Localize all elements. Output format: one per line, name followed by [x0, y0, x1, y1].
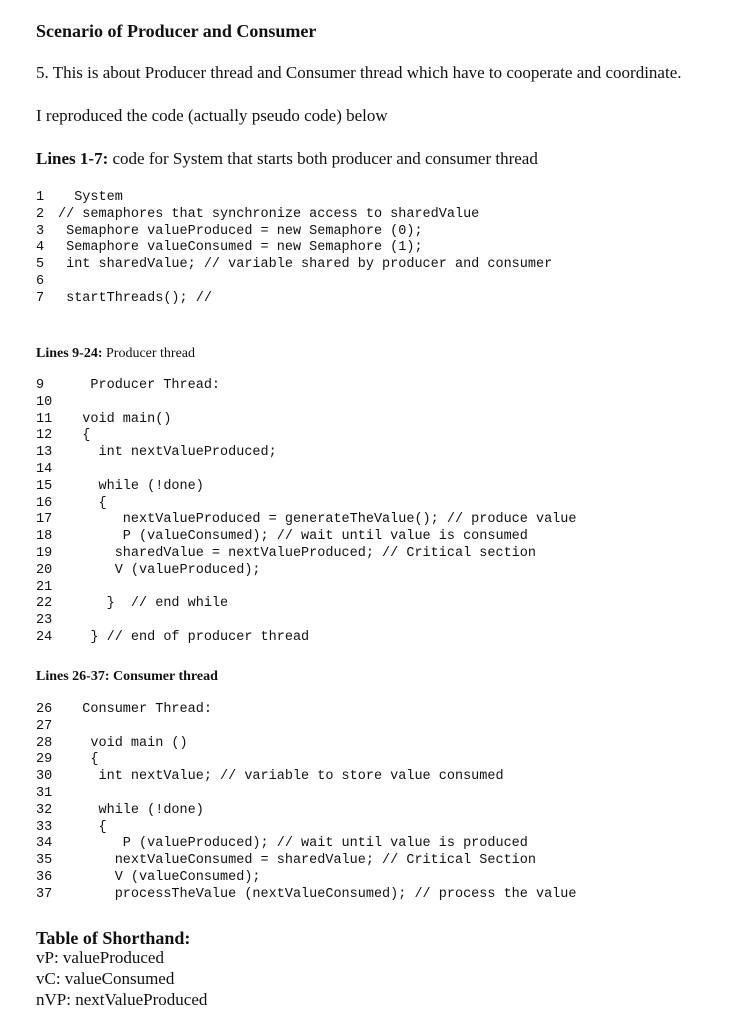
producer-code-line — [36, 546, 716, 563]
consumer-code-line — [36, 887, 716, 904]
line-number: 31 — [36, 785, 53, 801]
code-text: startThreads(); // — [58, 290, 212, 306]
producer-code-line — [36, 412, 716, 429]
line-number: 1 — [36, 190, 45, 205]
section-text-system: code for System that starts both producer and consumer thread — [108, 149, 538, 168]
code-text: V (valueConsumed); — [58, 869, 261, 885]
shorthand-item: vC: valueConsumed — [36, 969, 175, 988]
producer-code-line — [36, 512, 716, 529]
producer-code-line — [36, 529, 716, 546]
system-code-block — [36, 190, 716, 308]
line-number: 17 — [36, 512, 53, 528]
document-title: Scenario of Producer and Consumer — [36, 21, 317, 41]
section-heading-system — [36, 149, 538, 169]
line-number: 34 — [36, 836, 53, 852]
code-text: // semaphores that synchronize access to sharedValue — [58, 206, 480, 222]
code-text: processTheValue (nextValueConsumed); // process the value — [58, 886, 577, 902]
code-note-paragraph: I reproduced the code (actually pseudo code) below — [36, 106, 388, 125]
code-text: { — [58, 819, 107, 835]
system-code-line — [36, 190, 716, 207]
code-text: int nextValueProduced; — [58, 445, 277, 461]
code-text: sharedValue = nextValueProduced; // Critical section — [58, 545, 536, 561]
line-number: 21 — [36, 579, 53, 595]
producer-code-line — [36, 563, 716, 580]
system-code-line — [36, 240, 716, 257]
consumer-code-line — [36, 870, 716, 887]
producer-code-block — [36, 378, 716, 647]
line-number: 32 — [36, 802, 53, 818]
code-text: P (valueProduced); // wait until value is produced — [58, 836, 528, 852]
code-text: Semaphore valueConsumed = new Semaphore (1); — [58, 240, 423, 256]
consumer-code-line — [36, 786, 716, 803]
section-label-consumer: Lines 26-37: Consumer thread — [36, 669, 218, 684]
code-text: Consumer Thread: — [58, 702, 212, 717]
line-number: 13 — [36, 445, 53, 461]
code-text: nextValueProduced = generateTheValue(); // produce value — [58, 512, 577, 528]
line-number: 15 — [36, 478, 53, 494]
consumer-code-line — [36, 752, 716, 769]
line-number: 20 — [36, 562, 53, 578]
producer-code-line — [36, 395, 716, 412]
system-code-line — [36, 224, 716, 241]
line-number: 23 — [36, 613, 53, 629]
line-number: 19 — [36, 545, 53, 561]
line-number: 37 — [36, 886, 53, 902]
code-text: Producer Thread: — [58, 378, 221, 393]
line-number: 27 — [36, 718, 53, 734]
producer-code-line — [36, 580, 716, 597]
consumer-code-line — [36, 719, 716, 736]
code-text: void main () — [58, 735, 188, 751]
consumer-code-line — [36, 702, 716, 719]
consumer-code-line — [36, 769, 716, 786]
line-number: 10 — [36, 394, 53, 410]
line-number: 7 — [36, 290, 45, 306]
producer-code-line — [36, 378, 716, 395]
consumer-code-line — [36, 736, 716, 753]
line-number: 14 — [36, 461, 53, 477]
line-number: 28 — [36, 735, 53, 751]
code-text: int nextValue; // variable to store value consumed — [58, 769, 504, 785]
code-text: while (!done) — [58, 478, 204, 494]
consumer-code-block — [36, 702, 716, 904]
code-text: System — [58, 190, 123, 205]
producer-code-line — [36, 630, 716, 647]
code-text: { — [58, 752, 99, 768]
code-text: int sharedValue; // variable shared by producer and consumer — [58, 257, 553, 273]
line-number: 18 — [36, 529, 53, 545]
consumer-code-line — [36, 853, 716, 870]
line-number: 36 — [36, 869, 53, 885]
intro-paragraph: 5. This is about Producer thread and Consumer thread which have to cooperate and coordinate. — [36, 63, 682, 82]
code-text: P (valueConsumed); // wait until value is consumed — [58, 529, 528, 545]
consumer-code-line — [36, 820, 716, 837]
consumer-code-line — [36, 803, 716, 820]
producer-code-line — [36, 613, 716, 630]
producer-code-line — [36, 462, 716, 479]
producer-code-line — [36, 445, 716, 462]
shorthand-item: vP: valueProduced — [36, 948, 164, 967]
line-number: 11 — [36, 411, 53, 427]
consumer-code-line — [36, 836, 716, 853]
line-number: 12 — [36, 428, 53, 444]
line-number: 16 — [36, 495, 53, 511]
producer-code-line — [36, 479, 716, 496]
system-code-line — [36, 207, 716, 224]
line-number: 2 — [36, 206, 45, 222]
code-text: } // end while — [58, 596, 229, 612]
line-number: 26 — [36, 702, 53, 717]
code-text: void main() — [58, 411, 172, 427]
line-number: 9 — [36, 378, 45, 393]
producer-code-line — [36, 596, 716, 613]
line-number: 4 — [36, 240, 45, 256]
section-label-system: Lines 1-7: — [36, 149, 109, 168]
code-text: V (valueProduced); — [58, 562, 261, 578]
code-text: } // end of producer thread — [58, 629, 310, 645]
line-number: 35 — [36, 853, 53, 869]
section-text-producer: Producer thread — [102, 346, 196, 361]
line-number: 33 — [36, 819, 53, 835]
section-heading-consumer — [36, 668, 218, 686]
line-number: 3 — [36, 223, 45, 239]
code-text: while (!done) — [58, 802, 204, 818]
section-heading-producer — [36, 345, 195, 363]
producer-code-line — [36, 428, 716, 445]
code-text: Semaphore valueProduced = new Semaphore (0); — [58, 223, 423, 239]
code-text: nextValueConsumed = sharedValue; // Critical Section — [58, 853, 536, 869]
line-number: 24 — [36, 629, 53, 645]
line-number: 5 — [36, 257, 45, 273]
system-code-line — [36, 291, 716, 308]
code-text: { — [58, 495, 107, 511]
code-text: { — [58, 428, 91, 444]
line-number: 22 — [36, 596, 53, 612]
shorthand-item: nVP: nextValueProduced — [36, 990, 208, 1009]
line-number: 29 — [36, 752, 53, 768]
system-code-line — [36, 257, 716, 274]
producer-code-line — [36, 496, 716, 513]
section-label-producer: Lines 9-24: — [36, 346, 103, 361]
system-code-line — [36, 274, 716, 291]
line-number: 6 — [36, 273, 45, 289]
line-number: 30 — [36, 769, 53, 785]
shorthand-title: Table of Shorthand: — [36, 928, 191, 948]
